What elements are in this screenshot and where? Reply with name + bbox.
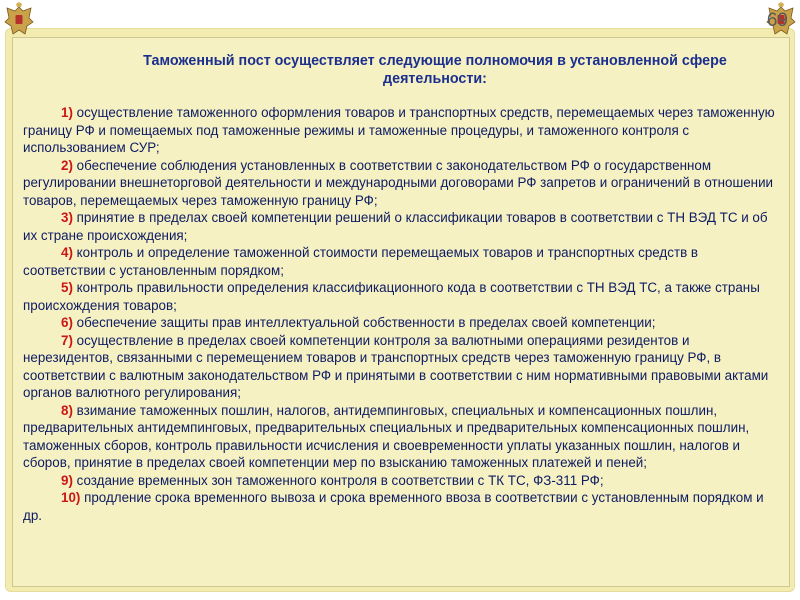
item-text: обеспечение соблюдения установленных в соответствии с законодательством РФ о государственном регулировании внешнеторговой деятельности и международными договорами РФ запретов и ограничений в отношении товаров, перемещаемых через таможенную границу РФ;	[23, 157, 774, 208]
list-item	[23, 244, 778, 279]
list-item	[23, 489, 778, 524]
item-number: 2)	[61, 157, 73, 173]
list-item	[23, 209, 778, 244]
item-number: 3)	[61, 210, 73, 225]
item-text: взимание таможенных пошлин, налогов, антидемпинговых, специальных и компенсационных пошлин, предварительных антидемпинговых, предварительных специальных и предварительных компенсационных пошлин, таможенных сборов, контроль правильности исчисления и своевременности уплаты указанных пошлин, налогов и сборов, принятие в пределах своей компетенции мер по взысканию таможенных платежей и пеней;	[23, 402, 750, 470]
item-number: 9)	[61, 472, 73, 488]
item-text: контроль и определение таможенной стоимости перемещаемых товаров и транспортных средств в соответствии с установленным порядком;	[23, 245, 699, 278]
list-item	[23, 314, 778, 332]
item-text: контроль правильности определения классификационного кода в соответствии с ТН ВЭД ТС, а также страны происхождения товаров;	[23, 280, 760, 313]
item-number: 1)	[61, 105, 73, 120]
list-item	[23, 472, 778, 490]
list-item	[23, 402, 778, 472]
item-text: принятие в пределах своей компетенции решений о классификации товаров в соответствии с ТН ВЭД ТС и об их стране происхождения;	[23, 210, 768, 243]
item-number: 10)	[61, 490, 81, 505]
item-number: 4)	[61, 245, 73, 260]
powers-list	[23, 104, 778, 524]
item-text: осуществление в пределах своей компетенции контроля за валютными операциями резидентов и нерезидентов, связанными с перемещением товаров и транспортных средств через таможенную границу РФ, в соответствии с валютным законодательством РФ и принятыми в соответствии с ним нормативными правовыми актами органов валютного регулирования;	[23, 332, 769, 400]
coat-of-arms-icon	[2, 2, 36, 38]
slide-title: Таможенный пост осуществляет следующие полномочия в установленной сфере деятельности:	[143, 53, 727, 87]
item-text: осуществление таможенного оформления товаров и транспортных средств, перемещаемых через таможенную границу РФ и помещаемых под таможенные режимы и таможенные процедуры, и таможенного контроля с использованием СУР;	[23, 105, 775, 155]
item-text: создание временных зон таможенного контроля в соответствии с ТК ТС, ФЗ-311 РФ;	[76, 472, 604, 488]
item-number: 8)	[61, 402, 73, 418]
item-number: 6)	[61, 315, 73, 330]
page-number: 69	[766, 10, 788, 31]
list-item	[23, 104, 778, 157]
list-item	[23, 279, 778, 314]
item-number: 5)	[61, 280, 73, 295]
item-text: продление срока временного вывоза и срока временного ввоза в соответствии с установленным порядком и др.	[23, 490, 764, 523]
list-item	[23, 332, 778, 402]
item-text: обеспечение защиты прав интеллектуальной собственности в пределах своей компетенции;	[76, 315, 656, 330]
item-number: 7)	[61, 332, 73, 348]
list-item	[23, 157, 778, 210]
